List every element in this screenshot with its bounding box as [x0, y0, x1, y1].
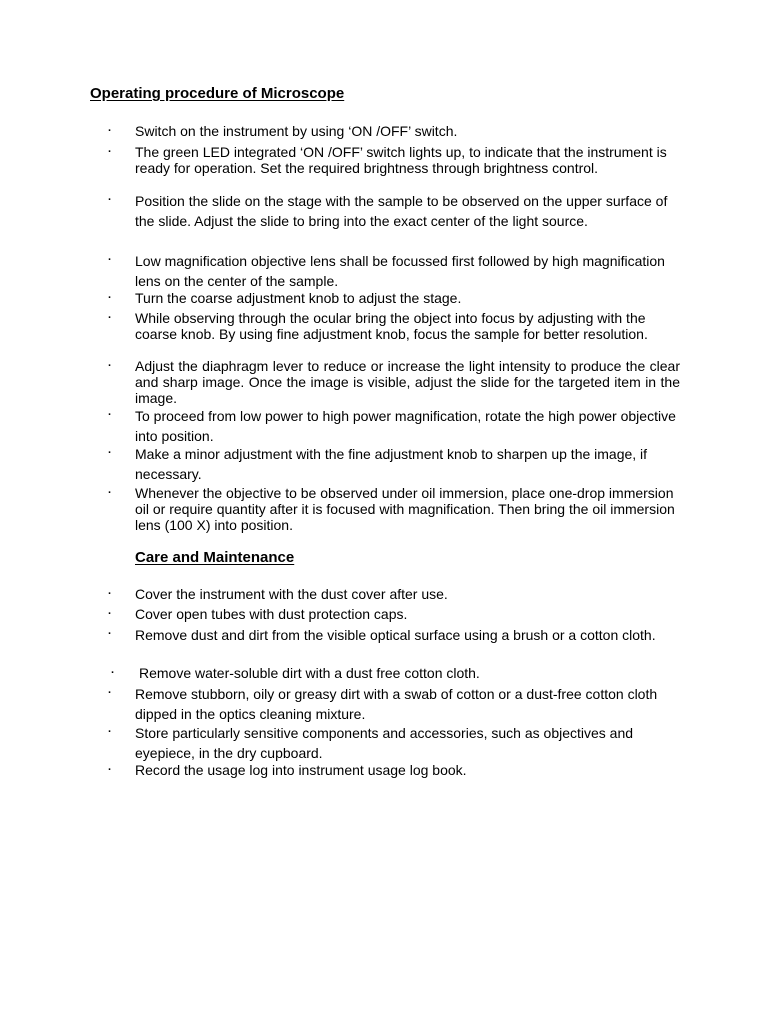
- care-maintenance-heading: Care and Maintenance: [135, 549, 295, 566]
- list-item-text: Remove water-soluble dirt with a dust free cotton cloth.: [139, 665, 480, 681]
- list-item-text: Adjust the diaphragm lever to reduce or increase the light intensity to produce the clear and sharp image. Once the image is visible, adjust the slide for the targeted item in the image.: [135, 358, 680, 406]
- bullet-icon: ·: [108, 588, 112, 600]
- list-item-text: Turn the coarse adjustment knob to adjust the stage.: [135, 290, 462, 306]
- bullet-icon: ·: [108, 487, 112, 499]
- bullet-icon: ·: [108, 360, 112, 372]
- list-item-text: To proceed from low power to high power magnification, rotate the high power objective into position.: [135, 408, 676, 444]
- list-item-text: The green LED integrated ‘ON /OFF’ switch lights up, to indicate that the instrument is ready for operation. Set the required brightness through brightness control.: [135, 144, 667, 176]
- bullet-icon: ·: [108, 764, 112, 776]
- list-item-text: While observing through the ocular bring the object into focus by adjusting with the coarse knob. By using fine adjustment knob, focus the sample for better resolution.: [135, 310, 648, 342]
- bullet-icon: ·: [111, 667, 115, 679]
- bullet-icon: ·: [108, 447, 112, 459]
- bullet-icon: ·: [108, 292, 112, 304]
- list-item-text: Make a minor adjustment with the fine adjustment knob to sharpen up the image, if necessary.: [135, 446, 648, 482]
- list-item-text: Whenever the objective to be observed under oil immersion, place one-drop immersion oil or require quantity after it is focused with magnification. Then bring the oil immersion lens (100 X) into position.: [135, 485, 675, 533]
- bullet-icon: ·: [108, 125, 112, 137]
- bullet-icon: ·: [108, 726, 112, 738]
- bullet-icon: ·: [108, 687, 112, 699]
- list-item-text: Remove dust and dirt from the visible optical surface using a brush or a cotton cloth.: [135, 627, 656, 643]
- bullet-icon: ·: [108, 409, 112, 421]
- list-item-text: Store particularly sensitive components and accessories, such as objectives and eyepiece, in the dry cupboard.: [135, 725, 634, 761]
- operating-procedure-heading: Operating procedure of Microscope: [90, 85, 345, 102]
- bullet-icon: ·: [108, 608, 112, 620]
- bullet-icon: ·: [108, 628, 112, 640]
- bullet-icon: ·: [108, 312, 112, 324]
- bullet-icon: ·: [108, 146, 112, 158]
- list-item-text: Position the slide on the stage with the sample to be observed on the upper surface of the slide. Adjust the slide to bring into the exact center of the light source.: [135, 193, 668, 229]
- list-item-text: Remove stubborn, oily or greasy dirt with a swab of cotton or a dust-free cotton cloth dipped in the optics cleaning mixture.: [135, 686, 658, 722]
- list-item-text: Record the usage log into instrument usage log book.: [135, 762, 467, 778]
- list-item-text: Cover open tubes with dust protection caps.: [135, 606, 408, 622]
- bullet-icon: ·: [108, 194, 112, 206]
- list-item-text: Cover the instrument with the dust cover after use.: [135, 586, 448, 602]
- bullet-icon: ·: [108, 254, 112, 266]
- list-item-text: Low magnification objective lens shall be focussed first followed by high magnification lens on the center of the sample.: [135, 253, 665, 289]
- list-item-text: Switch on the instrument by using ‘ON /OFF’ switch.: [135, 123, 458, 139]
